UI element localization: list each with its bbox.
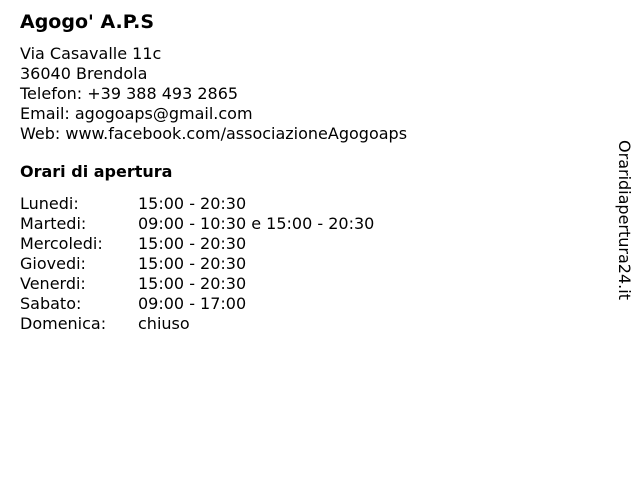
hours-time: 09:00 - 10:30 e 15:00 - 20:30 [138,214,375,233]
hours-time: 15:00 - 20:30 [138,254,247,273]
hours-time: 15:00 - 20:30 [138,194,247,213]
hours-row-friday [20,274,600,294]
hours-day: Lunedi: [20,194,79,213]
business-name: Agogo' A.P.S [20,11,155,33]
hours-day: Venerdi: [20,274,86,293]
site-watermark: Oraridiapertura24.it [615,140,634,300]
hours-day: Domenica: [20,314,107,333]
opening-hours-title: Orari di apertura [20,162,173,181]
business-card [20,10,600,334]
hours-day: Martedi: [20,214,87,233]
hours-row-monday [20,194,600,214]
hours-time: 15:00 - 20:30 [138,274,247,293]
hours-time: 15:00 - 20:30 [138,234,247,253]
address-street: Via Casavalle 11c [20,44,162,63]
hours-row-thursday [20,254,600,274]
hours-row-wednesday [20,234,600,254]
hours-day: Mercoledi: [20,234,103,253]
phone-line: Telefon: +39 388 493 2865 [20,84,239,103]
web-line: Web: www.facebook.com/associazioneAgogoaps [20,124,408,143]
email-line: Email: agogoaps@gmail.com [20,104,253,123]
address-city: 36040 Brendola [20,64,148,83]
opening-hours-table [20,194,600,334]
hours-row-saturday [20,294,600,314]
hours-time: 09:00 - 17:00 [138,294,247,313]
hours-row-sunday [20,314,600,334]
hours-time: chiuso [138,314,190,333]
hours-day: Sabato: [20,294,82,313]
hours-day: Giovedi: [20,254,86,273]
hours-row-tuesday [20,214,600,234]
